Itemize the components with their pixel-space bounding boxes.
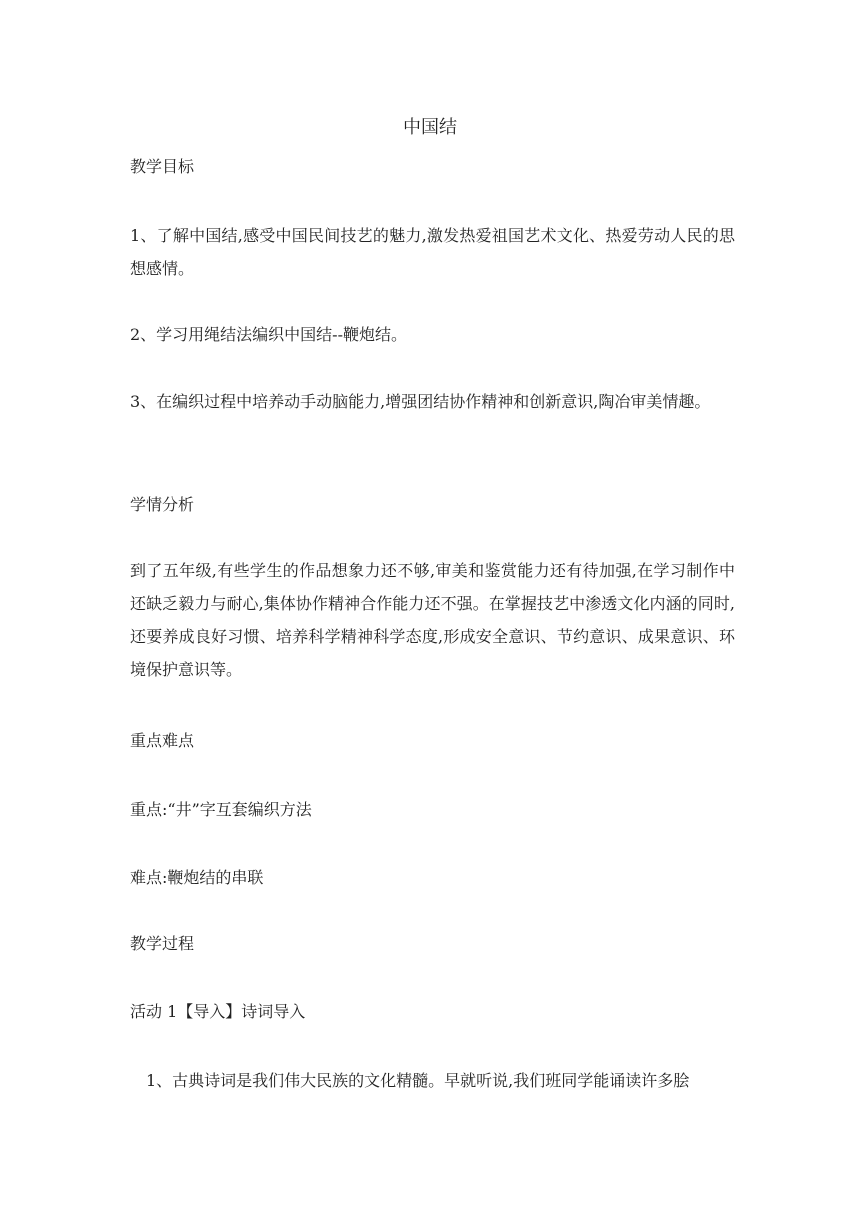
process-heading: 教学过程 <box>130 934 195 953</box>
key-points-heading: 重点难点 <box>130 731 195 750</box>
analysis-heading: 学情分析 <box>130 495 195 514</box>
activity-1-step-1: 1、古典诗词是我们伟大民族的文化精髓。早就听说,我们班同学能诵读许多脍 <box>146 1071 690 1090</box>
goals-heading: 教学目标 <box>130 157 195 176</box>
key-point-text: 重点:“井”字互套编织方法 <box>130 800 312 819</box>
analysis-paragraph: 到了五年级,有些学生的作品想象力还不够,审美和鉴赏能力还有待加强,在学习制作中还缺乏毅力与耐心,集体协作精神合作能力还不强。在掌握技艺中渗透文化内涵的同时,还要养成良好习惯、培养科学精神科学态度,形成安全意识、节约意识、成果意识、环境保护意识等。 <box>130 561 735 679</box>
activity-1-heading: 活动 1【导入】诗词导入 <box>130 1002 306 1021</box>
goal-2-paragraph: 2、学习用绳结法编织中国结--鞭炮结。 <box>130 325 407 344</box>
goal-3-paragraph: 3、在编织过程中培养动手动脑能力,增强团结协作精神和创新意识,陶冶审美情趣。 <box>130 392 711 411</box>
document-title: 中国结 <box>403 117 457 138</box>
goal-1-paragraph: 1、了解中国结,感受中国民间技艺的魅力,激发热爱祖国艺术文化、热爱劳动人民的思想感情。 <box>130 226 735 278</box>
difficulty-text: 难点:鞭炮结的串联 <box>130 868 264 887</box>
